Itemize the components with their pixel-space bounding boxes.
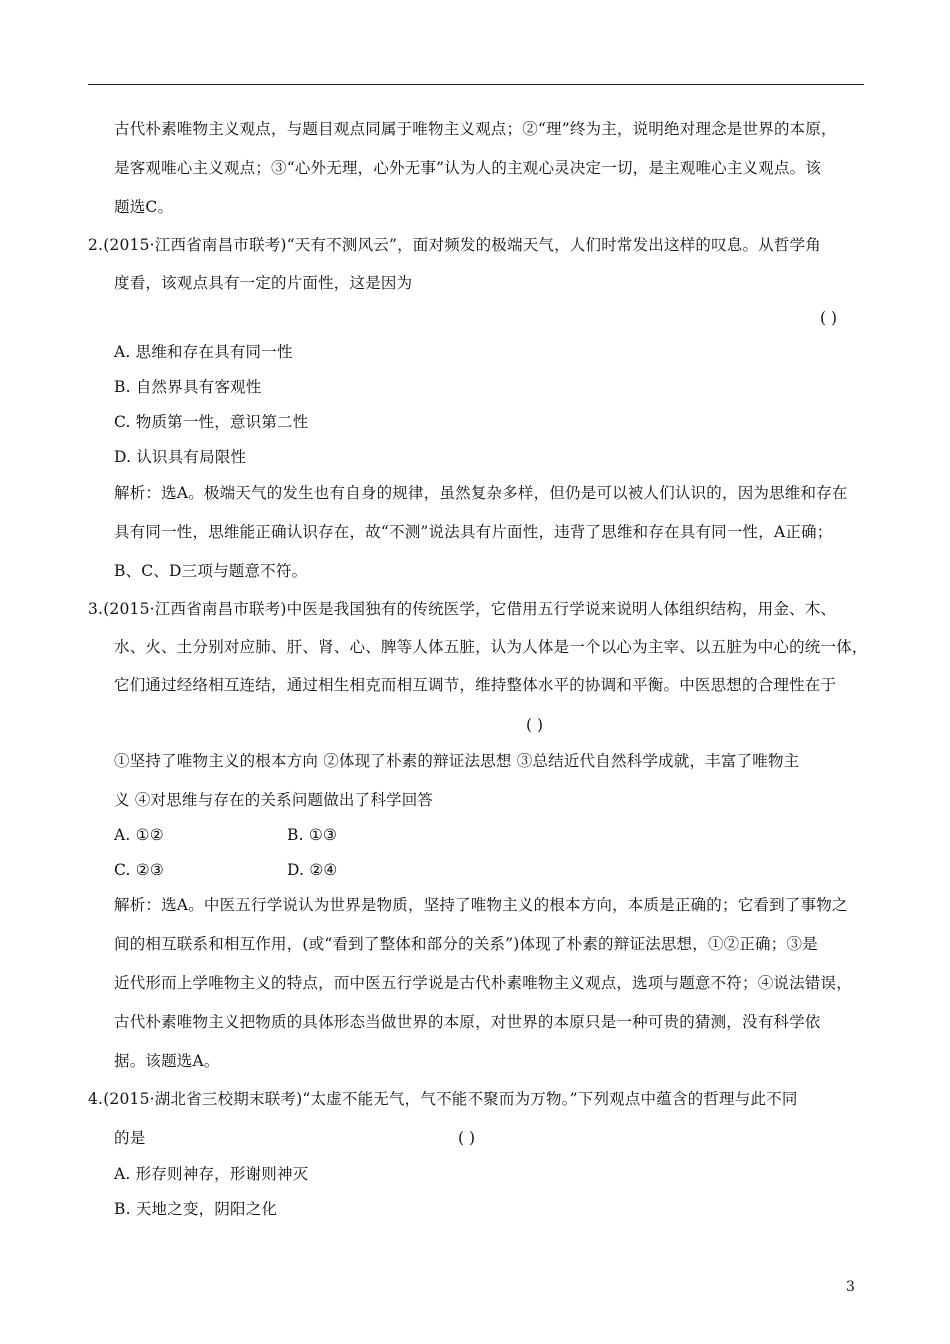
header-rule <box>88 84 864 85</box>
answer-1-line-1: 古代朴素唯物主义观点，与题目观点同属于唯物主义观点；②“理”终为主，说明绝对理念是世界的本原， <box>114 120 837 138</box>
answer-3-line-4: 古代朴素唯物主义把物质的具体形态当做世界的本原，对世界的本原只是一种可贵的猜测，没有科学依 <box>114 1013 821 1031</box>
answer-3-line-1: 解析：选A。中医五行学说认为世界是物质，坚持了唯物主义的根本方向，本质是正确的；它看到了事物之 <box>114 896 848 914</box>
question-2-option-d: D. 认识具有局限性 <box>114 448 247 466</box>
answer-2-line-3: B、C、D三项与题意不符。 <box>114 562 308 580</box>
question-3-statements-line-2: 义 ④对思维与存在的关系问题做出了科学回答 <box>114 791 434 809</box>
question-3-option-a: A. ①② <box>114 826 164 844</box>
question-2-option-a: A. 思维和存在具有同一性 <box>114 343 293 361</box>
page-number: 3 <box>846 1279 855 1295</box>
question-4-answer-blank: ( ) <box>458 1129 476 1147</box>
question-4-option-b: B. 天地之变，阴阳之化 <box>114 1200 278 1218</box>
answer-3-line-3: 近代形而上学唯物主义的特点，而中医五行学说是古代朴素唯物主义观点，选项与题意不符；④说法错误， <box>114 974 852 992</box>
answer-3-line-5: 据。该题选A。 <box>114 1052 220 1070</box>
answer-1-line-3: 题选C。 <box>114 198 174 216</box>
question-3-option-c: C. ②③ <box>114 861 164 879</box>
question-4-option-a: A. 形存则神存，形谢则神灭 <box>114 1165 309 1183</box>
question-3-option-b: B. ①③ <box>287 826 338 844</box>
question-4-stem-line-2: 的是 <box>114 1129 146 1147</box>
question-3-stem-line-1: 3.(2015·江西省南昌市联考)中医是我国独有的传统医学，它借用五行学说来说明人体组织结构，用金、木、 <box>88 600 837 618</box>
question-2-stem-line-2: 度看，该观点具有一定的片面性，这是因为 <box>114 274 413 292</box>
question-4-stem-line-1: 4.(2015·湖北省三校期末联考)“太虚不能无气，气不能不聚而为万物。”下列观点中蕴含的哲理与此不同 <box>88 1090 798 1108</box>
question-2-option-c: C. 物质第一性，意识第二性 <box>114 413 309 431</box>
answer-2-line-2: 具有同一性，思维能正确认识存在，故“不测”说法具有片面性，违背了思维和存在具有同一性，A正确； <box>114 523 833 541</box>
question-3-stem-line-3: 它们通过经络相互连结，通过相生相克而相互调节，维持整体水平的协调和平衡。中医思想的合理性在于 <box>114 676 837 694</box>
answer-3-line-2: 间的相互联系和相互作用，(或“看到了整体和部分的关系”)体现了朴素的辩证法思想，①②正确；③是 <box>114 935 818 953</box>
question-2-answer-blank: ( ) <box>820 309 838 327</box>
answer-2-line-1: 解析：选A。极端天气的发生也有自身的规律，虽然复杂多样，但仍是可以被人们认识的，因为思维和存在 <box>114 484 848 502</box>
question-2-option-b: B. 自然界具有客观性 <box>114 378 262 396</box>
question-3-option-d: D. ②④ <box>287 861 338 879</box>
answer-1-line-2: 是客观唯心主义观点；③“心外无理，心外无事”认为人的主观心灵决定一切，是主观唯心主义观点。该 <box>114 159 822 177</box>
question-3-answer-blank: ( ) <box>526 716 544 734</box>
question-3-stem-line-2: 水、火、土分别对应肺、肝、肾、心、脾等人体五脏，认为人体是一个以心为主宰、以五脏为中心的统一体， <box>114 638 868 656</box>
question-2-stem-line-1: 2.(2015·江西省南昌市联考)“天有不测风云”，面对频发的极端天气，人们时常发出这样的叹息。从哲学角 <box>88 236 822 254</box>
question-3-statements-line-1: ①坚持了唯物主义的根本方向 ②体现了朴素的辩证法思想 ③总结近代自然科学成就，丰富了唯物主 <box>114 752 800 770</box>
